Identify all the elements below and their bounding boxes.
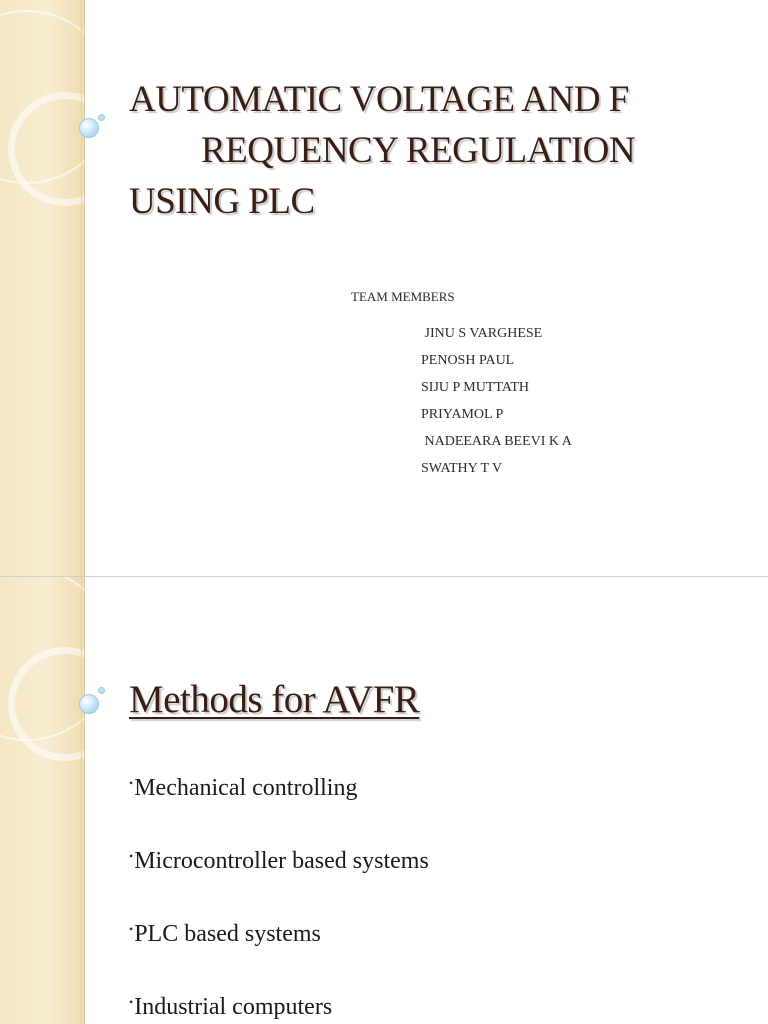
decorative-ring — [0, 577, 85, 741]
bullet-icon: • — [129, 995, 134, 1009]
list-item — [129, 913, 429, 986]
team-members-heading: TEAM MEMBERS — [351, 289, 455, 304]
bullet-icon: • — [129, 776, 134, 790]
list-item-text: PLC based systems — [134, 921, 321, 947]
decorative-bubble — [98, 687, 105, 694]
list-item-text: Mechanical controlling — [134, 775, 358, 801]
bullet-icon: • — [129, 922, 134, 936]
slide-heading: Methods for AVFR — [129, 678, 420, 721]
decorative-ring — [0, 10, 85, 184]
decorative-side-band — [0, 577, 85, 1024]
title-line-2: REQUENCY REGULATION — [201, 130, 636, 171]
list-item — [129, 986, 429, 1024]
slide-title-text — [129, 74, 729, 227]
list-item — [129, 767, 429, 840]
team-member: SWATHY T V — [421, 461, 503, 476]
team-members-list — [421, 324, 572, 486]
team-member: PENOSH PAUL — [421, 353, 515, 368]
title-line-3: USING PLC — [129, 181, 315, 222]
title-line-1: AUTOMATIC VOLTAGE AND F — [129, 79, 629, 120]
list-item — [129, 840, 429, 913]
decorative-bubble — [79, 118, 99, 138]
decorative-bubble — [79, 694, 99, 714]
slide-methods — [0, 577, 768, 1024]
team-member: JINU S VARGHESE — [421, 326, 543, 341]
decorative-side-band — [0, 0, 85, 576]
list-item-text: Industrial computers — [134, 994, 333, 1020]
list-item-text: Microcontroller based systems — [134, 848, 429, 874]
methods-list — [129, 767, 429, 1024]
team-member: SIJU P MUTTATH — [421, 380, 530, 395]
team-member: PRIYAMOL P — [421, 407, 504, 422]
decorative-bubble — [98, 114, 105, 121]
team-member: NADEEARA BEEVI K A — [421, 434, 572, 449]
bullet-icon: • — [129, 849, 134, 863]
